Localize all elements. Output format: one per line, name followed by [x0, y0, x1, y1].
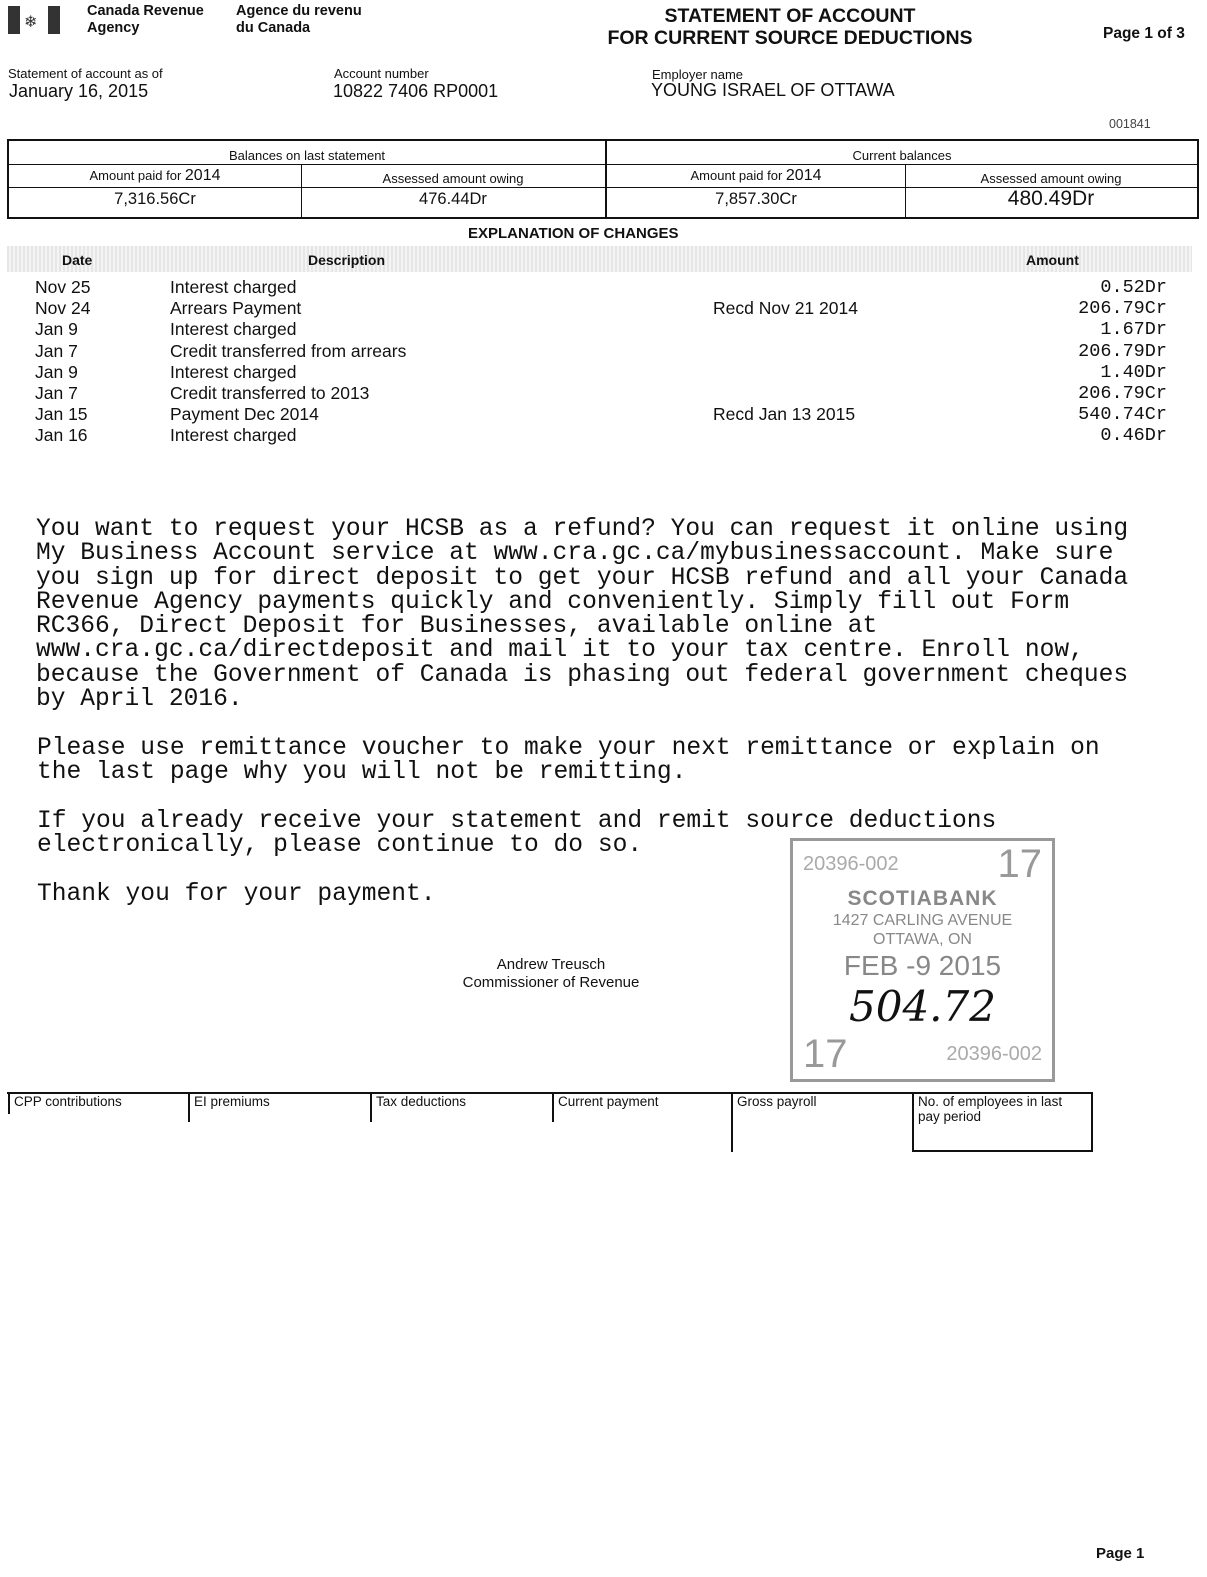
- current-owing-label: Assessed amount owing: [980, 171, 1122, 186]
- page-indicator: Page 1 of 3: [1103, 25, 1185, 42]
- footer-page-number: Page 1: [1096, 1545, 1145, 1562]
- header-description: Description: [308, 252, 386, 268]
- change-row: [0, 319, 1207, 340]
- field-label: No. of employees in last pay period: [918, 1094, 1063, 1124]
- current-owing-value: 480.49Dr: [1007, 187, 1095, 210]
- changes-title: EXPLANATION OF CHANGES: [468, 225, 679, 242]
- voucher-right-rule: [1091, 1092, 1093, 1152]
- changes-header: [7, 246, 1192, 272]
- refund-message: You want to request your HCSB as a refund? You can request it online using My Business Account service at www.cra.gc.ca/mybusinessaccount. Make sure you sign up for direct deposit to get your HCSB refund and all your Canada Revenue Agency payments quickly and conveniently. Simply fill out Form RC366, Direct Deposit for Businesses, available online at www.cra.gc.ca/directdeposit and mail it to your tax centre. Enroll now, because the Government of Canada is phasing out federal government cheques by April 2016.: [36, 516, 1129, 714]
- canada-flag-icon: ❄: [8, 6, 68, 34]
- last-owing-label: Assessed amount owing: [382, 171, 524, 186]
- stamp-address: 1427 CARLING AVENUE: [832, 912, 1013, 929]
- field-label: Tax deductions: [376, 1094, 467, 1109]
- page-title: STATEMENT OF ACCOUNT FOR CURRENT SOURCE DEDUCTIONS: [607, 5, 973, 49]
- row-description: Credit transferred to 2013: [170, 383, 370, 403]
- row-description: Credit transferred from arrears: [170, 340, 407, 361]
- remittance-message: Please use remittance voucher to make your next remittance or explain on the last page why you will not be remitting.: [37, 735, 1100, 787]
- row-date: Nov 24: [35, 298, 91, 319]
- row-description: Arrears Payment: [170, 298, 302, 319]
- row-date: Jan 15: [35, 404, 88, 425]
- row-description: Payment Dec 2014: [170, 404, 319, 425]
- thank-you-message: Thank you for your payment.: [37, 881, 436, 908]
- row-amount: 206.79Cr: [1078, 298, 1167, 320]
- change-row: [0, 277, 1207, 298]
- row-date: Jan 16: [35, 425, 88, 446]
- account-number-label: Account number: [334, 66, 429, 81]
- field-label: CPP contributions: [14, 1094, 122, 1109]
- change-row: [0, 404, 1207, 425]
- employer-name-label: Employer name: [652, 67, 744, 82]
- row-amount: 540.74Cr: [1078, 404, 1167, 426]
- document-number: 001841: [1109, 117, 1151, 131]
- change-row: [0, 425, 1207, 446]
- stamp-date: FEB -9 2015: [843, 950, 1002, 981]
- statement-date: January 16, 2015: [9, 81, 149, 101]
- bank-stamp: [790, 838, 1055, 1082]
- current-paid-value: 7,857.30Cr: [715, 190, 797, 208]
- row-amount: 206.79Dr: [1078, 340, 1167, 362]
- header-date: Date: [62, 252, 93, 268]
- stamp-code: 20396-002: [946, 1043, 1042, 1065]
- row-date: Jan 9: [35, 319, 78, 340]
- last-owing-value: 476.44Dr: [419, 190, 487, 208]
- row-amount: 1.67Dr: [1100, 319, 1167, 341]
- statement-date-label: Statement of account as of: [8, 66, 163, 81]
- balances-table: [7, 139, 1199, 219]
- row-date: Nov 25: [35, 277, 91, 297]
- last-balances-heading: Balances on last statement: [228, 148, 386, 163]
- account-number: 10822 7406 RP0001: [333, 81, 499, 101]
- remittance-field[interactable]: [912, 1092, 1091, 1150]
- stamp-number: 17: [997, 842, 1042, 886]
- row-amount: 0.52Dr: [1100, 277, 1167, 298]
- current-balances-heading: Current balances: [852, 148, 952, 163]
- row-description: Interest charged: [170, 277, 297, 297]
- row-amount: 1.40Dr: [1100, 361, 1167, 383]
- row-date: Jan 9: [35, 361, 78, 382]
- field-label: EI premiums: [194, 1094, 270, 1109]
- change-row: [0, 383, 1207, 404]
- stamp-top-row: [803, 841, 1042, 887]
- remittance-field[interactable]: [370, 1092, 552, 1122]
- last-paid-label: Amount paid for 2014: [89, 167, 221, 184]
- row-amount: 206.79Cr: [1078, 383, 1167, 404]
- row-amount: 0.46Dr: [1100, 425, 1167, 447]
- remittance-field[interactable]: [188, 1092, 370, 1122]
- header-amount: Amount: [1026, 252, 1079, 268]
- remittance-field[interactable]: [731, 1092, 912, 1152]
- remittance-field[interactable]: [552, 1092, 731, 1122]
- stamp-bottom-row: [803, 1031, 1042, 1077]
- employer-name: YOUNG ISRAEL OF OTTAWA: [651, 80, 895, 100]
- voucher-bottom-rule: [912, 1150, 1093, 1152]
- handwritten-amount: 504.72: [849, 982, 996, 1031]
- row-description: Interest charged: [170, 425, 297, 446]
- row-note: Recd Nov 21 2014: [713, 298, 858, 319]
- agency-name-fr: Agence du revenu du Canada: [236, 3, 362, 36]
- current-paid-label: Amount paid for 2014: [690, 167, 822, 184]
- signature-block: Andrew Treusch Commissioner of Revenue: [462, 956, 640, 991]
- change-row: [0, 298, 1207, 319]
- change-row: [0, 341, 1207, 362]
- stamp-bank: SCOTIABANK: [847, 887, 998, 910]
- field-label: Current payment: [558, 1094, 659, 1109]
- change-row: [0, 362, 1207, 383]
- row-description: Interest charged: [170, 319, 297, 340]
- remittance-field[interactable]: [8, 1092, 188, 1114]
- field-label: Gross payroll: [737, 1094, 817, 1109]
- stamp-city: OTTAWA, ON: [873, 931, 972, 948]
- row-description: Interest charged: [170, 361, 297, 382]
- row-date: Jan 7: [35, 340, 78, 361]
- agency-name-en: Canada Revenue Agency: [87, 3, 204, 36]
- row-note: Recd Jan 13 2015: [713, 404, 856, 425]
- last-paid-value: 7,316.56Cr: [114, 190, 196, 208]
- row-date: Jan 7: [35, 383, 78, 403]
- electronic-message: If you already receive your statement and remit source deductions electronically, please continue to do so.: [37, 808, 997, 860]
- stamp-code: 20396-002: [803, 853, 899, 875]
- stamp-number: 17: [803, 1032, 848, 1076]
